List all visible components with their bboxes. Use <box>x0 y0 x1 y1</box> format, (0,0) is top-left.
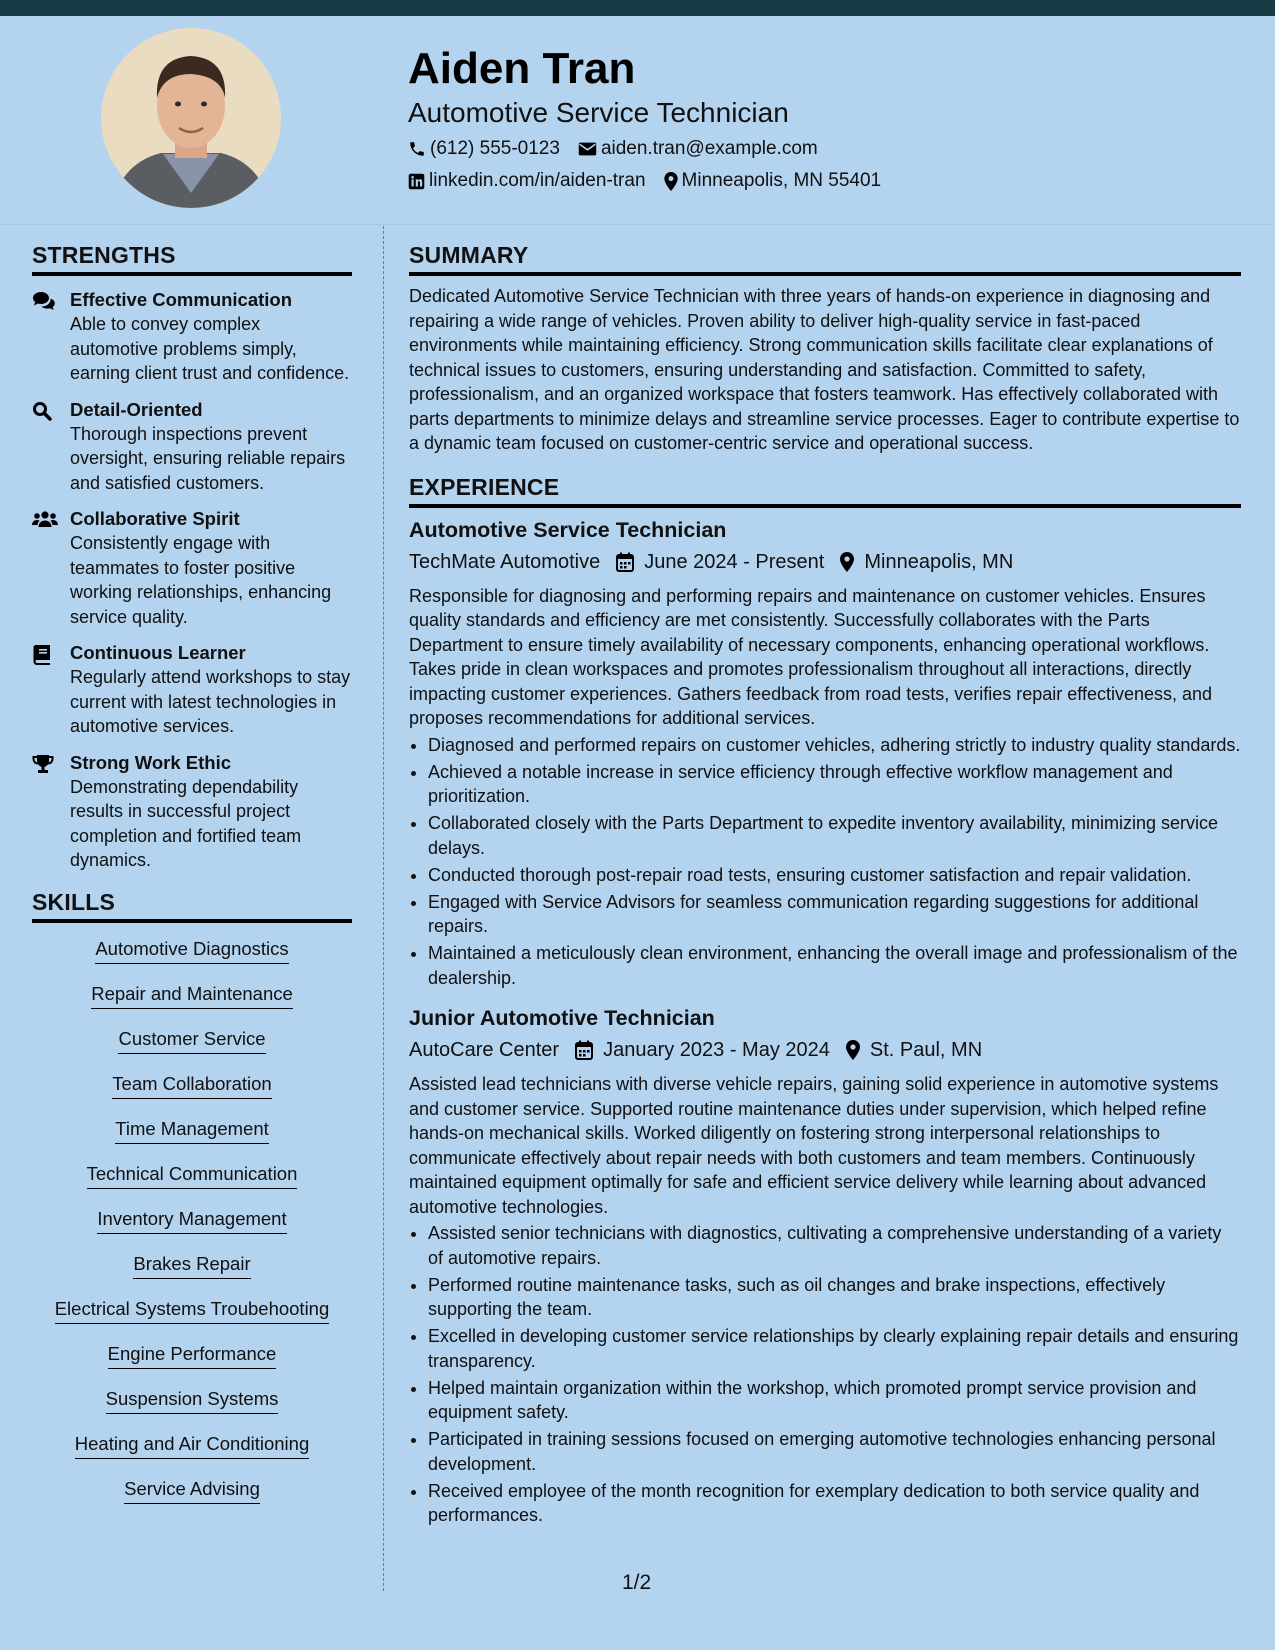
strengths-list <box>32 288 352 873</box>
avatar <box>101 28 281 208</box>
skill-item: Brakes Repair <box>133 1252 250 1279</box>
map-pin-icon <box>846 1040 860 1060</box>
search-icon <box>32 401 52 421</box>
job-dates <box>616 548 824 576</box>
candidate-title: Automotive Service Technician <box>408 97 789 128</box>
skill-item: Suspension Systems <box>106 1387 279 1414</box>
skill-item: Team Collaboration <box>112 1072 271 1099</box>
comments-icon <box>32 291 56 311</box>
strength-item <box>32 507 352 629</box>
job-bullet: • Maintained a meticulously clean environment, enhancing the overall image and professionalism of the dealership. <box>428 941 1241 990</box>
skill-item: Electrical Systems Troubehooting <box>55 1297 330 1324</box>
strength-desc: Able to convey complex automotive problems simply, earning client trust and confidence. <box>70 314 350 383</box>
job-bullet: • Diagnosed and performed repairs on customer vehicles, adhering strictly to industry quality standards. <box>428 733 1241 758</box>
skill-item: Service Advising <box>124 1477 260 1504</box>
skill-item: Repair and Maintenance <box>91 982 293 1009</box>
job-description: Assisted lead technicians with diverse vehicle repairs, gaining solid experience in automotive systems and customer service. Supported routine maintenance duties under supervision, which helped refine hands-on mechanical skills. Worked diligently on fostering strong interpersonal relationships to communicate effectively about repair needs with both customers and team members. Continuously maintained equipment optimally for safe and efficient service delivery while learning about advanced automotive technologies. <box>409 1074 1219 1217</box>
phone-text[interactable]: (612) 555-0123 <box>430 138 560 159</box>
job-meta <box>409 1036 1241 1064</box>
job-bullets <box>409 733 1241 991</box>
column-divider <box>383 226 384 1591</box>
calendar-icon <box>575 1040 593 1060</box>
job-bullet: • Engaged with Service Advisors for seamless communication regarding suggestions for additional repairs. <box>428 890 1241 939</box>
job-title: Junior Automotive Technician <box>409 1006 715 1030</box>
book-icon <box>32 644 52 666</box>
job-bullet: • Excelled in developing customer service relationships by clearly explaining repair details and ensuring transparency. <box>428 1324 1241 1373</box>
job-location-text: St. Paul, MN <box>869 1039 983 1061</box>
strength-desc: Consistently engage with teammates to foster positive working relationships, enhancing service quality. <box>70 533 332 627</box>
job-dates-text: January 2023 - May 2024 <box>603 1039 830 1061</box>
right-column <box>409 240 1241 1530</box>
resume-header <box>408 42 1228 194</box>
job-dates <box>575 1036 830 1064</box>
strength-title: Detail-Oriented <box>70 398 203 420</box>
strength-item <box>32 398 352 496</box>
job-title: Automotive Service Technician <box>409 517 727 542</box>
skill-item: Engine Performance <box>108 1342 277 1369</box>
location-text: Minneapolis, MN 55401 <box>681 170 882 191</box>
strengths-heading: STRENGTHS <box>32 240 352 276</box>
candidate-name: Aiden Tran <box>408 44 636 93</box>
job-entry <box>409 516 1241 991</box>
header-divider <box>0 224 1275 225</box>
job-entry <box>409 1004 1241 1528</box>
linkedin-icon <box>408 173 425 190</box>
job-company: AutoCare Center <box>409 1039 560 1061</box>
experience-heading: EXPERIENCE <box>409 472 1241 508</box>
job-bullet: • Collaborated closely with the Parts Department to expedite inventory availability, minimizing service delays. <box>428 811 1241 860</box>
job-bullets <box>409 1221 1241 1528</box>
users-icon <box>32 510 58 528</box>
skill-item: Automotive Diagnostics <box>95 937 288 964</box>
strength-item <box>32 288 352 386</box>
calendar-icon <box>616 552 634 572</box>
strength-desc: Demonstrating dependability results in successful project completion and fortified team dynamics. <box>70 776 302 870</box>
page-number: 1/2 <box>622 1571 652 1594</box>
strength-item <box>32 751 352 873</box>
job-bullet: • Participated in training sessions focused on emerging automotive technologies enhancing personal development. <box>428 1427 1241 1476</box>
trophy-icon <box>32 754 54 774</box>
contact-row-2 <box>408 168 1228 194</box>
job-dates-text: June 2024 - Present <box>644 550 825 573</box>
job-meta <box>409 548 1241 576</box>
phone-contact <box>408 136 560 162</box>
map-pin-icon <box>664 172 678 191</box>
job-company: TechMate Automotive <box>409 550 601 573</box>
strength-desc: Regularly attend workshops to stay current with latest technologies in automotive services. <box>70 667 351 736</box>
strength-title: Effective Communication <box>70 289 293 310</box>
email-contact <box>578 136 818 162</box>
strength-item <box>32 641 352 739</box>
skill-item: Heating and Air Conditioning <box>75 1432 310 1459</box>
job-description: Responsible for diagnosing and performing repairs and maintenance on customer vehicles. Ensures quality standards and efficiency are met consistently. Successfully collaborates with the Parts Department to ensure timely availability of necessary components, enhancing operational workflows. Takes pride in clean workspaces and promotes professionalism throughout all interactions, directly impacting customer experiences. Gathers feedback from road tests, verifies repair effectiveness, and proposes recommendations for additional services. <box>409 585 1213 728</box>
strength-desc: Thorough inspections prevent oversight, ensuring reliable repairs and satisfied customers. <box>70 423 346 493</box>
summary-text: Dedicated Automotive Service Technician with three years of hands-on experience in diagnosing and repairing a wide range of vehicles. Proven ability to deliver high-quality service in fast-paced environments while maintaining efficiency. Strong communication skills facilitate clear explanations of technical issues to customers, ensuring understanding and satisfaction. Committed to safety, professionalism, and an organized workspace that fosters teamwork. Has effectively collaborated with parts departments to minimize delays and streamline service processes. Eager to contribute expertise to a dynamic team focused on customer-centric service and operational success. <box>409 286 1240 453</box>
job-bullet: • Performed routine maintenance tasks, such as oil changes and brake inspections, effectively supporting the team. <box>428 1273 1241 1322</box>
left-column <box>32 240 352 1522</box>
skill-item: Time Management <box>115 1117 269 1144</box>
job-bullet: • Assisted senior technicians with diagnostics, cultivating a comprehensive understanding of a variety of automotive repairs. <box>428 1221 1241 1270</box>
strength-title: Continuous Learner <box>70 642 246 663</box>
job-location-text: Minneapolis, MN <box>864 550 1014 573</box>
linkedin-contact <box>408 168 646 194</box>
skills-heading: SKILLS <box>32 887 352 923</box>
phone-icon <box>408 140 426 158</box>
summary-heading: SUMMARY <box>409 240 1241 276</box>
envelope-icon <box>578 141 597 157</box>
job-bullet: • Helped maintain organization within the workshop, which promoted prompt service provision and equipment safety. <box>428 1376 1241 1425</box>
job-bullet: • Received employee of the month recognition for exemplary dedication to both service quality and performances. <box>428 1479 1241 1528</box>
job-location <box>846 1036 982 1064</box>
skill-item: Technical Communication <box>87 1162 298 1189</box>
linkedin-text[interactable]: linkedin.com/in/aiden-tran <box>429 170 646 191</box>
location-contact <box>664 168 882 194</box>
skills-list <box>32 937 352 1522</box>
skill-item: Customer Service <box>118 1027 265 1054</box>
job-bullet: • Conducted thorough post-repair road tests, ensuring customer satisfaction and repair validation. <box>428 863 1241 888</box>
job-location <box>840 548 1013 576</box>
email-text[interactable]: aiden.tran@example.com <box>600 138 818 159</box>
strength-title: Strong Work Ethic <box>70 751 232 773</box>
strength-title: Collaborative Spirit <box>70 508 240 529</box>
map-pin-icon <box>840 552 854 572</box>
skill-item: Inventory Management <box>97 1207 286 1234</box>
contact-row-1 <box>408 136 1228 162</box>
job-bullet: • Achieved a notable increase in service efficiency through effective workflow management and prioritization. <box>428 760 1241 809</box>
top-bar <box>0 0 1275 16</box>
